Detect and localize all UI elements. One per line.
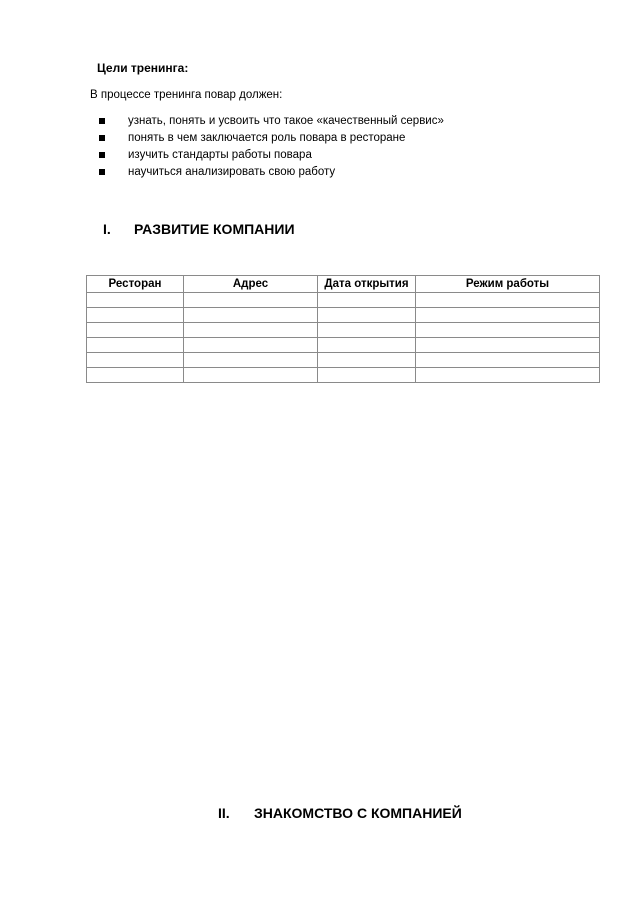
list-item [97,113,444,130]
restaurants-table [86,275,600,383]
table-cell [184,368,318,383]
section-heading-company-development [103,220,295,238]
list-item-text: узнать, понять и усвоить что такое «качественный сервис» [128,115,444,127]
table-cell [87,368,184,383]
section-title: РАЗВИТИЕ КОМПАНИИ [134,221,295,237]
table-cell [87,308,184,323]
column-header-opening-date: Дата открытия [318,276,416,293]
goals-list [97,113,444,181]
table-cell [318,323,416,338]
table-cell [318,353,416,368]
list-item-text: понять в чем заключается роль повара в ресторане [128,132,406,144]
table-row [87,308,600,323]
table-row [87,323,600,338]
table-cell [416,308,600,323]
list-item-text: научиться анализировать свою работу [128,166,336,178]
table-cell [87,353,184,368]
table-cell [184,338,318,353]
table-cell [184,308,318,323]
square-bullet-icon [99,135,105,141]
table-cell [184,353,318,368]
table-cell [318,293,416,308]
goals-intro: В процессе тренинга повар должен: [90,89,283,101]
table-header-row [87,276,600,293]
column-header-restaurant: Ресторан [87,276,184,293]
list-item [97,147,444,164]
section-number: II. [218,805,230,821]
table-cell [416,338,600,353]
table-row [87,368,600,383]
table-cell [87,323,184,338]
column-header-working-hours: Режим работы [416,276,600,293]
table-cell [416,353,600,368]
table-cell [87,338,184,353]
column-header-address: Адрес [184,276,318,293]
table-cell [87,293,184,308]
list-item-text: изучить стандарты работы повара [128,149,312,161]
square-bullet-icon [99,118,105,124]
square-bullet-icon [99,169,105,175]
table-cell [318,308,416,323]
section-number: I. [103,221,111,237]
list-item [97,164,444,181]
table-row [87,338,600,353]
table-cell [416,368,600,383]
table-row [87,293,600,308]
section-title: ЗНАКОМСТВО С КОМПАНИЕЙ [254,805,462,821]
table-cell [416,293,600,308]
square-bullet-icon [99,152,105,158]
table-cell [318,338,416,353]
table-cell [416,323,600,338]
table-cell [184,293,318,308]
table-cell [318,368,416,383]
list-item [97,130,444,147]
table-row [87,353,600,368]
goals-title: Цели тренинга: [97,61,189,75]
section-heading-company-introduction [218,804,462,822]
table-cell [184,323,318,338]
